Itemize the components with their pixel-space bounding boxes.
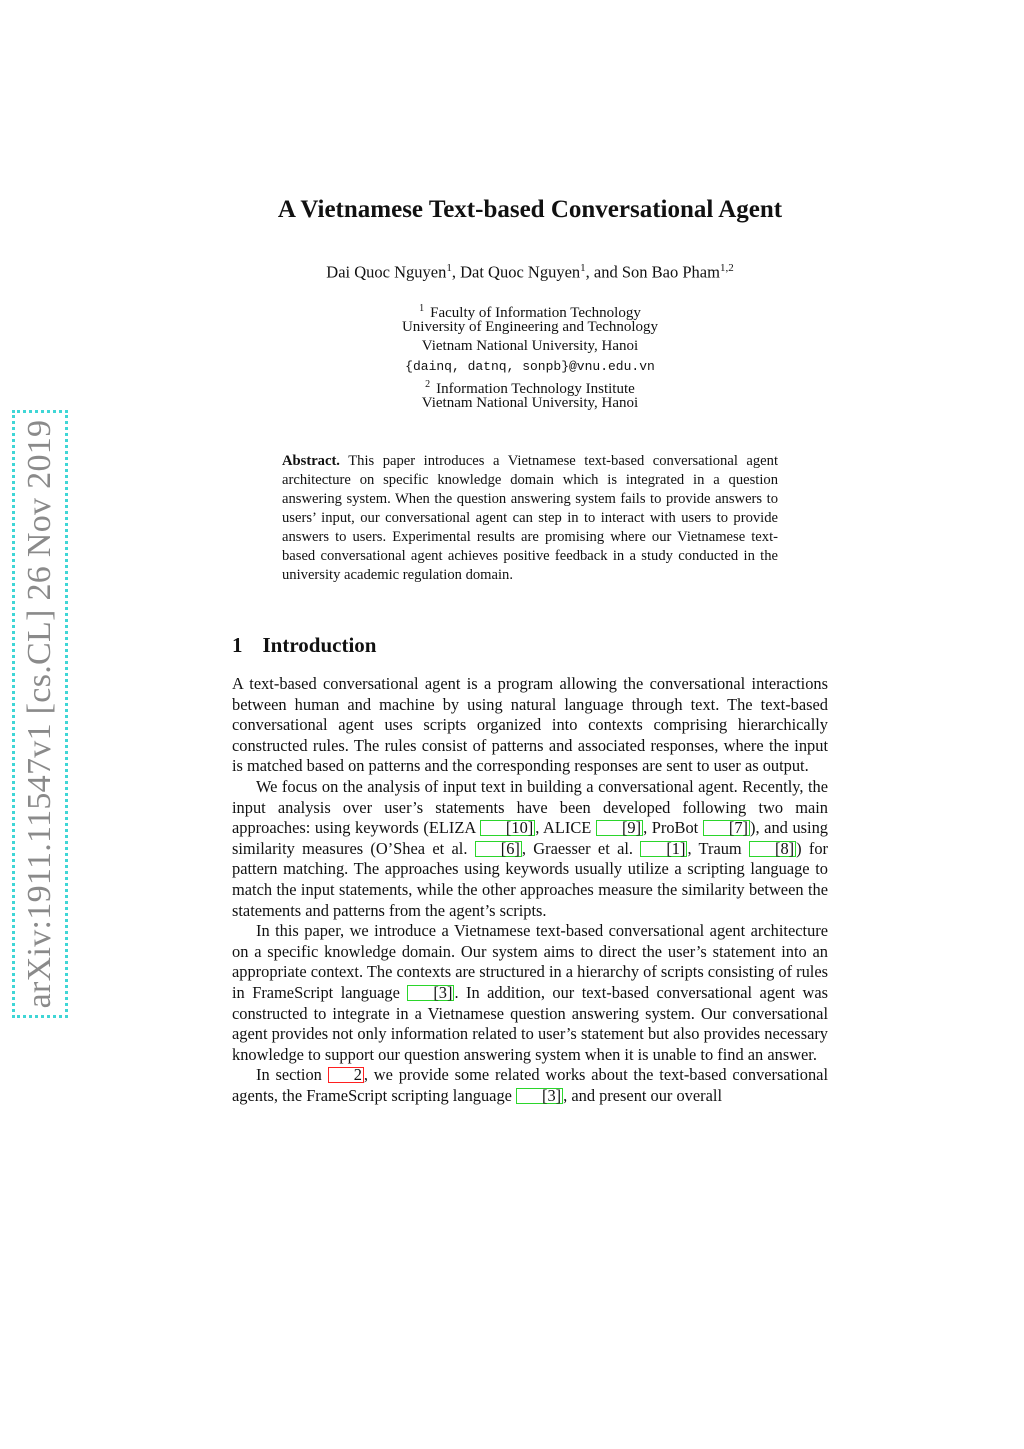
affiliation-line: Vietnam National University, Hanoi <box>421 395 639 411</box>
citation-link[interactable]: [3] <box>516 1088 563 1104</box>
section-reference-link[interactable]: 2 <box>328 1067 364 1083</box>
author-list <box>0 262 1024 283</box>
section-heading <box>232 633 376 658</box>
arxiv-identifier[interactable]: arXiv:1911.11547v1 [cs.CL] 26 Nov 2019 <box>21 419 58 1009</box>
citation-link[interactable]: [6] <box>475 841 522 857</box>
section-number: 1 <box>232 633 243 657</box>
abstract-label: Abstract. <box>282 453 340 469</box>
abstract <box>282 452 778 585</box>
citation-link[interactable]: [9] <box>596 820 643 836</box>
citation-link[interactable]: [7] <box>703 820 750 836</box>
paragraph-text: In this paper, we introduce a Vietnamese text-based conversational agent architecture on a specific knowledge domain. Our system aims to direct the user’s statement into an appropriate context. The contexts are structured in a hierarchy of scripts consisting of rules in FrameScript language <box>232 921 828 1002</box>
author-name: Dai Quoc Nguyen <box>326 262 447 282</box>
citation-link[interactable]: [8] <box>749 841 796 857</box>
paragraph-text: , we provide some related works about the text-based conversational agents, the FrameScript scripting language <box>232 1065 828 1105</box>
paragraph-text: , Traum <box>687 838 749 858</box>
paragraph-text: , Graesser et al. <box>521 838 641 858</box>
paragraph <box>232 1065 828 1106</box>
paragraph: A text-based conversational agent is a program allowing the conversational interactions between human and machine by using natural language through text. The text-based conversational agent uses scripts organized into contexts comprising hierarchically constructed rules. The rules consist of patterns and associated responses, where the input is matched based on patterns and the corresponding responses are sent to user as output. <box>232 674 828 776</box>
paragraph <box>232 921 828 1065</box>
paragraph-text: ), and using similarity measures (O’Shea et al. <box>232 818 828 858</box>
body-text <box>232 674 828 1106</box>
affiliation-text: Faculty of Information Technology <box>430 305 641 321</box>
citation-link[interactable]: [1] <box>640 841 687 857</box>
paragraph <box>232 777 828 921</box>
author-separator: , and <box>585 262 622 282</box>
author-emails: {dainq, datnq, sonpb}@vnu.edu.vn <box>405 359 655 374</box>
affiliation-mark: 1 <box>419 303 425 314</box>
citation-link[interactable]: [3] <box>407 985 454 1001</box>
author-name: Son Bao Pham <box>621 262 720 282</box>
section-title: Introduction <box>262 633 377 657</box>
paragraph-text: , ProBot <box>643 818 703 838</box>
author-affiliation-mark: 1 <box>580 262 586 274</box>
affiliation-mark: 2 <box>425 379 431 390</box>
paper-title: A Vietnamese Text-based Conversational Agent <box>277 196 783 223</box>
abstract-text: This paper introduces a Vietnamese text-based conversational agent architecture on specific knowledge domain which is integrated in a question answering system. When the question answering system fails to provide answers to users’ input, our conversational agent can step in to interact with users to provide answers to users. Experimental results are promising where our Vietnamese text-based conversational agent achieves positive feedback in a study conducted in the university academic regulation domain. <box>282 453 779 583</box>
affiliation-line: University of Engineering and Technology <box>401 319 659 335</box>
paragraph-text: , and present our overall <box>563 1085 722 1105</box>
paragraph-text: , ALICE <box>535 818 596 838</box>
paragraph-text: We focus on the analysis of input text in building a conversational agent. Recently, the input analysis over user’s statements have been developed following two main approaches: using keywords (ELIZA <box>232 776 828 838</box>
affiliation-line: Vietnam National University, Hanoi <box>421 338 639 354</box>
citation-link[interactable]: [10] <box>480 820 535 836</box>
author-separator: , <box>451 262 461 282</box>
paragraph-text: . In addition, our text-based conversational agent was constructed to integrate in a Vietnamese question answering system. Our conversational agent provides not only information related to user’s statement but also provides necessary knowledge to support our question answering system when it is unable to find an answer. <box>232 982 829 1064</box>
author-affiliation-mark: 1,2 <box>719 262 734 274</box>
paragraph-text: ) for pattern matching. The approaches using keywords usually utilize a scripting language to match the input statements, while the other approaches measure the similarity between the statements and patterns from the agent’s scripts. <box>232 838 828 920</box>
paragraph-text: In section <box>256 1065 328 1085</box>
affiliation-text: Information Technology Institute <box>436 381 635 397</box>
author-affiliation-mark: 1 <box>446 262 452 274</box>
author-name: Dat Quoc Nguyen <box>460 262 581 282</box>
